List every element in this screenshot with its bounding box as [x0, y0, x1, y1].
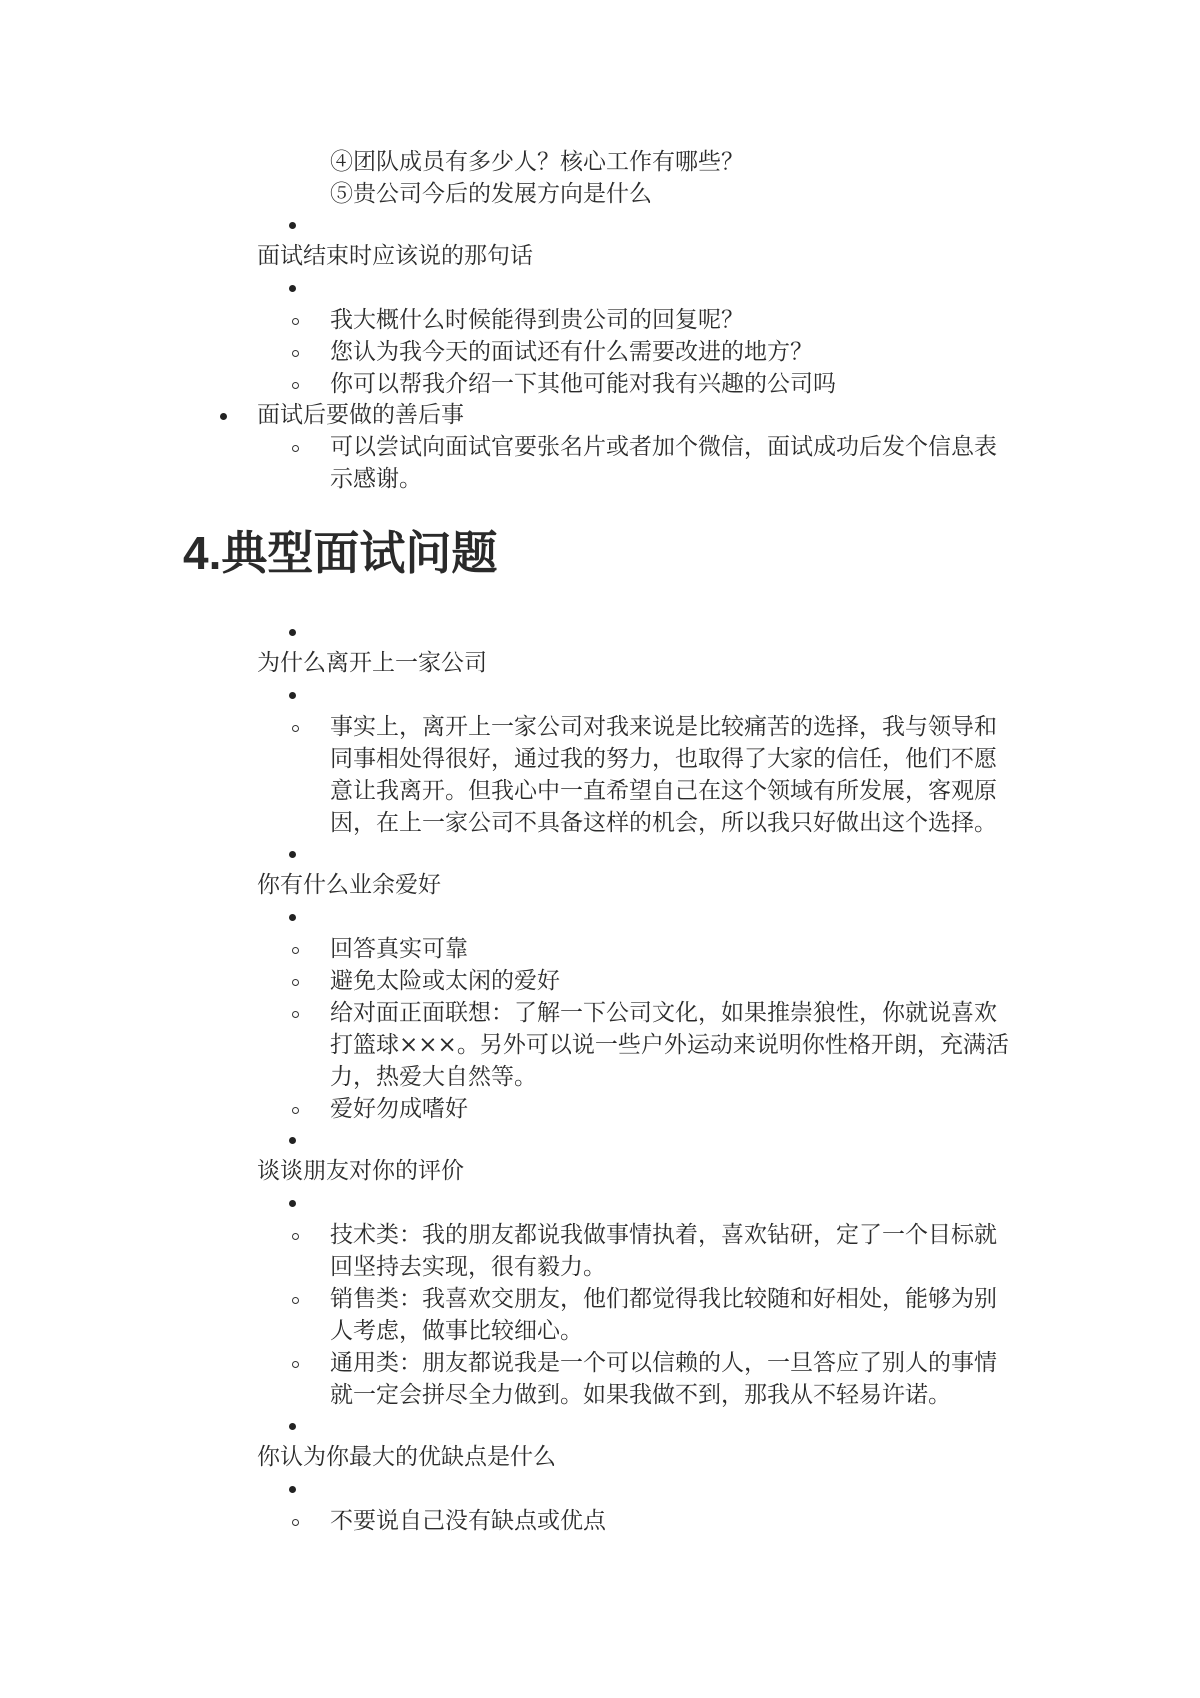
q1-line-2: 同事相处得很好，通过我的努力，也取得了大家的信任，他们不愿 [330, 746, 997, 772]
q3-item-1-line-2: 回坚持去实现，很有毅力。 [330, 1254, 606, 1280]
q2-item-2: 避免太险或太闲的爱好 [330, 968, 560, 994]
bullet-circle [292, 1233, 299, 1240]
q1-title: 为什么离开上一家公司 [257, 650, 487, 676]
bullet-dot [289, 1200, 296, 1207]
aftercare-line-1: 可以尝试向面试官要张名片或者加个微信，面试成功后发个信息表 [330, 434, 997, 460]
bullet-dot [289, 1423, 296, 1430]
bullet-dot [220, 413, 227, 420]
bullet-circle [292, 382, 299, 389]
aftercare-title: 面试后要做的善后事 [257, 402, 464, 428]
bullet-circle [292, 350, 299, 357]
bullet-circle [292, 1011, 299, 1018]
closing-item-3: 你可以帮我介绍一下其他可能对我有兴趣的公司吗 [330, 371, 836, 397]
q2-item-3-line-2: 打篮球×××。另外可以说一些户外运动来说明你性格开朗，充满活 [330, 1032, 1009, 1058]
q4-title: 你认为你最大的优缺点是什么 [257, 1444, 556, 1470]
section-heading: 4.典型面试问题 [183, 527, 498, 579]
q3-item-3-line-1: 通用类：朋友都说我是一个可以信赖的人，一旦答应了别人的事情 [330, 1350, 997, 1376]
q3-item-2-line-1: 销售类：我喜欢交朋友，他们都觉得我比较随和好相处，能够为别 [330, 1286, 997, 1312]
bullet-dot [289, 285, 296, 292]
bullet-dot [289, 629, 296, 636]
q3-item-2-line-2: 人考虑，做事比较细心。 [330, 1318, 583, 1344]
closing-item-1: 我大概什么时候能得到贵公司的回复呢？ [330, 307, 744, 333]
q4-item-1: 不要说自己没有缺点或优点 [330, 1508, 606, 1534]
bullet-circle [292, 725, 299, 732]
bullet-dot [289, 914, 296, 921]
bullet-dot [289, 1137, 296, 1144]
q3-item-3-line-2: 就一定会拼尽全力做到。如果我做不到，那我从不轻易许诺。 [330, 1382, 951, 1408]
q2-title: 你有什么业余爱好 [257, 872, 441, 898]
bullet-circle [292, 318, 299, 325]
bullet-circle [292, 1297, 299, 1304]
q3-title: 谈谈朋友对你的评价 [257, 1158, 464, 1184]
q2-item-3-line-3: 力，热爱大自然等。 [330, 1064, 537, 1090]
q1-line-1: 事实上，离开上一家公司对我来说是比较痛苦的选择，我与领导和 [330, 714, 997, 740]
q2-item-3-line-1: 给对面正面联想：了解一下公司文化，如果推崇狼性，你就说喜欢 [330, 1000, 997, 1026]
q2-item-1: 回答真实可靠 [330, 936, 468, 962]
q1-line-3: 意让我离开。但我心中一直希望自己在这个领域有所发展，客观原 [330, 778, 997, 804]
q1-line-4: 因，在上一家公司不具备这样的机会，所以我只好做出这个选择。 [330, 810, 997, 836]
bullet-dot [289, 1486, 296, 1493]
bullet-circle [292, 1361, 299, 1368]
bullet-circle [292, 979, 299, 986]
bullet-circle [292, 1519, 299, 1526]
closing-title: 面试结束时应该说的那句话 [257, 243, 533, 269]
intro-line-2: ⑤贵公司今后的发展方向是什么 [330, 181, 652, 207]
aftercare-line-2: 示感谢。 [330, 466, 422, 492]
closing-item-2: 您认为我今天的面试还有什么需要改进的地方？ [330, 339, 813, 365]
q2-item-4: 爱好勿成嗜好 [330, 1096, 468, 1122]
q3-item-1-line-1: 技术类：我的朋友都说我做事情执着，喜欢钻研，定了一个目标就 [330, 1222, 997, 1248]
bullet-dot [289, 222, 296, 229]
bullet-circle [292, 1107, 299, 1114]
bullet-dot [289, 692, 296, 699]
bullet-circle [292, 947, 299, 954]
intro-line-1: ④团队成员有多少人？核心工作有哪些？ [330, 149, 744, 175]
bullet-circle [292, 445, 299, 452]
bullet-dot [289, 851, 296, 858]
